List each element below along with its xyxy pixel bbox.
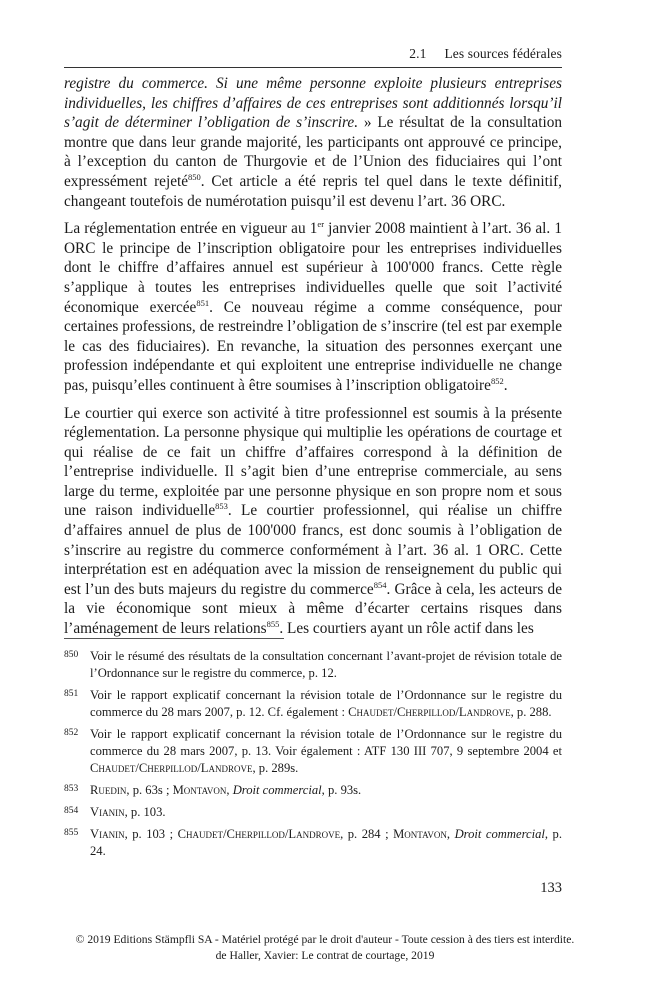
copyright-line-1: © 2019 Editions Stämpfli SA - Matériel protégé par le droit d'auteur - Toute cession à des tiers est interdite. bbox=[75, 933, 575, 946]
footnote-number: 853 bbox=[64, 784, 79, 794]
author-name: Vianin bbox=[90, 805, 125, 819]
book-title: Droit commercial bbox=[454, 827, 545, 841]
footnote-text: Voir le rapport explicatif concernant la révision totale de l’Ordonnance sur le registre du commerce du 28 mars 2007, p. 12. Cf. également : Chaudet/Cherpillod/Landrove, p. 288. bbox=[90, 688, 562, 719]
footnote-854 bbox=[64, 804, 562, 821]
footnote-851 bbox=[64, 687, 562, 721]
footnote-text: Vianin, p. 103. bbox=[90, 805, 166, 819]
copyright-notice bbox=[0, 932, 650, 964]
author-name: Chaudet/Cherpillod/Landrove bbox=[348, 705, 511, 719]
italic-quote: registre du commerce. Si une même personne exploite plusieurs entreprises individuelles, les chiffres d’affaires de ces entreprises sont additionnés lorsqu’il s’agit de déterminer l’obligation de s’inscrire. bbox=[64, 75, 562, 132]
running-header bbox=[64, 46, 562, 62]
footnote-text: Ruedin, p. 63s ; Montavon, Droit commercial, p. 93s. bbox=[90, 783, 362, 797]
footnote-850 bbox=[64, 648, 562, 682]
paragraph-2: La réglementation entrée en vigueur au 1er janvier 2008 maintient à l’art. 36 al. 1 ORC le principe de l’inscription obligatoire pour les entreprises individuelles dont le chiffre d’affaires annuel est supérieur à 100'000 francs. Cette règle s’applique à toutes les entreprises individuelles quelle que soit l’activité économique exercée$^{851}$. Ce nouveau régime a comme conséquence, pour certaines professions, de restreindre l’obligation de s’inscrire (tel est par exemple le cas des fiduciaires). En revanche, la situation des personnes exerçant une profession indépendante et qui exploitent une entreprise individuelle ne change pas, puisqu’elles continuent à être soumises à l’inscription obligatoire$^{852}$. bbox=[64, 219, 562, 394]
footnote-ref[interactable]: 855 bbox=[266, 618, 280, 629]
author-name: Montavon bbox=[172, 783, 227, 797]
footnote-852 bbox=[64, 726, 562, 777]
footnote-853 bbox=[64, 782, 562, 799]
author-name: Vianin bbox=[90, 827, 125, 841]
ordinal-suffix: er bbox=[317, 219, 325, 230]
footnote-ref[interactable]: 852 bbox=[490, 375, 504, 386]
section-title: Les sources fédérales bbox=[444, 46, 562, 61]
footnote-text: Voir le résumé des résultats de la consultation concernant l’avant-projet de révision totale de l’Ordonnance sur le registre du commerce, p. 12. bbox=[90, 649, 562, 680]
copyright-line-2: de Haller, Xavier: Le contrat de courtage, 2019 bbox=[215, 949, 435, 962]
document-page bbox=[64, 0, 562, 989]
footnote-ref[interactable]: 853 bbox=[215, 501, 228, 512]
author-name: Chaudet/Cherpillod/Landrove bbox=[90, 761, 253, 775]
footnote-separator bbox=[64, 638, 284, 639]
footnote-number: 850 bbox=[64, 650, 79, 660]
footnote-number: 852 bbox=[64, 728, 79, 738]
page-number: 133 bbox=[540, 880, 562, 896]
author-name: Chaudet/Cherpillod/Landrove bbox=[177, 827, 341, 841]
footnote-855 bbox=[64, 826, 562, 860]
footnote-ref[interactable]: 854 bbox=[373, 579, 387, 590]
footnote-ref[interactable]: 851 bbox=[196, 297, 210, 308]
footnote-text: Vianin, p. 103 ; Chaudet/Cherpillod/Landrove, p. 284 ; Montavon, Droit commercial, p. 24. bbox=[90, 827, 563, 858]
paragraph-1: registre du commerce. Si une même personne exploite plusieurs entreprises individuelles, les chiffres d’affaires de ces entreprises sont additionnés lorsqu’il s’agit de déterminer l’obligation de s’inscrire. » Le résultat de la consultation montre que dans leur grande majorité, les participants ont approuvé ce principe, à l’exception du canton de Thurgovie et de l’Union des fiduciaires qui l’ont expressément rejeté$^{850}$. Cet article a été repris tel quel dans le texte définitif, changeant toutefois de numérotation puisqu’il est devenu l’art. 36 ORC. bbox=[64, 75, 562, 210]
section-number: 2.1 bbox=[409, 46, 427, 61]
body-text bbox=[64, 74, 562, 647]
paragraph-3: Le courtier qui exerce son activité à titre professionnel est soumis à la présente réglementation. La personne physique qui multiplie les opérations de courtage et qui réalise de ce fait un chiffre d’affaires correspond à la définition de l’entreprise individuelle. Il s’agit bien d’une entreprise commerciale, au sens large du terme, exploitée par une personne physique en son propre nom et sous une raison individuelle$^{853}$. Le courtier professionnel, qui réalise un chiffre d’affaires annuel de plus de 100'000 francs, est donc soumis à l’obligation de s’inscrire au registre du commerce conformément à l’art. 36 al. 1 ORC. Cette interprétation est en adéquation avec la mission de renseignement du public qui est l’un des buts majeurs du registre du commerce$^{854}$. Grâce à cela, les acteurs de la vie économique sont mieux à même d’écarter certains risques dans l’aménagement de leurs relations$^{855}$. Les courtiers ayant un rôle actif dans les bbox=[64, 404, 562, 638]
footnote-ref[interactable]: 850 bbox=[188, 171, 201, 182]
author-name: Montavon bbox=[393, 827, 447, 841]
footnote-number: 851 bbox=[64, 689, 79, 699]
header-rule bbox=[64, 67, 562, 68]
footnote-number: 855 bbox=[64, 828, 79, 838]
book-title: Droit commercial bbox=[232, 783, 322, 797]
footnotes bbox=[64, 648, 562, 865]
author-name: Ruedin bbox=[90, 783, 127, 797]
footnote-number: 854 bbox=[64, 806, 79, 816]
footnote-text: Voir le rapport explicatif concernant la révision totale de l’Ordonnance sur le registre du commerce du 28 mars 2007, p. 13. Voir également : ATF 130 III 707, 9 septembre 2004 et Chaudet/Cherpillod/Landrove, p. 289s. bbox=[90, 727, 562, 775]
